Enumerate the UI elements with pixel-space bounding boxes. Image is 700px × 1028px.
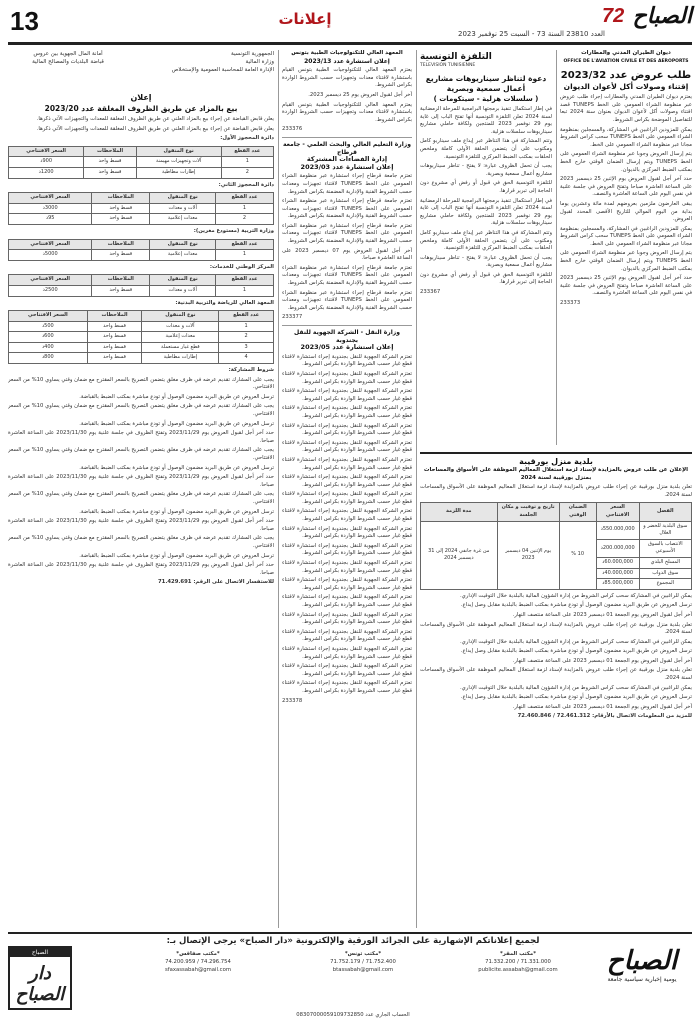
footer-title: لجميع إعلاناتكم الإشهارية على الجرائد الورقية والإلكترونية «دار الصباح» يرجى الإتصال بـ: <box>166 936 540 946</box>
section-title: إعلانات <box>278 10 332 28</box>
ad-paragraph: تعتزم الشركة الجهوية للنقل بجندوبة إجراء استشارة لاقتناء قطع غيار حسب الشروط الواردة بكراس الشروط. <box>282 508 412 523</box>
table-header-row <box>9 193 274 204</box>
ministry-block <box>154 50 274 74</box>
table-cell: قطع غيار مستعملة <box>142 342 219 353</box>
table-cell: قسط واحد <box>92 285 150 296</box>
agency-name: المعهد العالي للتكنولوجيات الطبية بتونس <box>291 50 403 56</box>
ad-title: إعلان استشارة عدد 2023/13 <box>304 57 390 65</box>
ad-title: إعلان استشارة عدد 2023/03 <box>300 162 394 171</box>
table-row <box>9 203 274 214</box>
tv-logo <box>420 52 552 74</box>
ad-paragraph: آخر أجل لقبول العروض يوم الجمعة 01 ديسمبر 2023 على الساعة منتصف النهار. <box>512 657 692 664</box>
table-cell: معدات إعلامية <box>150 250 216 261</box>
table-cell: معدات إعلامية <box>142 332 219 343</box>
ad-paragraph: آخر أجل لقبول العروض يوم الجمعة 01 ديسمبر 2023 على الساعة منتصف النهار. <box>512 611 692 618</box>
ad-paragraph: تعتزم الشركة الجهوية للنقل بجندوبة إجراء استشارة لاقتناء قطع غيار حسب الشروط الواردة بكراس الشروط. <box>282 542 412 557</box>
table-cell: قسط واحد <box>92 250 150 261</box>
table-cell: 500د <box>9 321 88 332</box>
ad-paragraph: آخر أجل لقبول العروض يوم 07 ديسمبر 2023 على الساعة العاشرة صباحا. <box>282 247 412 262</box>
ad-paragraph: في إطار استكمال تنفيذ برمجتها البرامجية للمرحلة الرمضانية لسنة 2024 تعلن التلفزة التونسية أنها تفتح الباب إلى غاية يوم 29 نوفمبر 2023 للمنتجين ولكافة حاملي مشاريع سيناريوهات سلسلات هزلية. <box>420 197 552 227</box>
table-cell: قسط واحد <box>87 353 142 364</box>
table-header-cell: السعر الافتتاحي <box>596 503 639 521</box>
ad-paragraph: وتتم المشاركة في هذا التناظر عبر إيداع ملف سيناريو كامل ومكتوب على أن يتضمن الحلقة الأولى كاملة وملخص الحلقات بمكتب الضبط المركزي للتلفزة التونسية. <box>420 138 552 160</box>
table-header-cell: السعر الافتتاحي <box>9 311 88 322</box>
table-header-cell: نوع المنقول <box>136 146 221 157</box>
ad-subtitle: الإعلان عن طلب عروض بالمزايدة لإسناد لزمة استغلال المعاليم الموظفة على الأسواق والمساحات بمنزل بورقيبة لسنة 2024 <box>423 467 689 481</box>
ad-paragraph: ترسل العروض عن طريق البريد مضمون الوصول أو تودع مباشرة بمكتب الضبط بالقباضة. <box>79 508 274 515</box>
tv-brand: التلفزة التونسية <box>420 52 492 62</box>
ad-title: دعوة لتناظر سيناريوهات مشاريع <box>425 74 547 83</box>
table-header-cell: نوع المنقول <box>150 239 216 250</box>
ad-contact: للاستفسار الاتصال على الرقم: 71.429.691 <box>157 579 274 586</box>
ad-paragraph: تعتزم الشركة الجهوية للنقل بجندوبة إجراء استشارة لاقتناء قطع غيار حسب الشروط الواردة بكراس الشروط. <box>282 439 412 454</box>
table-row <box>9 342 274 353</box>
table-cell: إطارات مطاطية <box>136 167 221 178</box>
ad-paragraph: ترسل العروض عن طريق البريد مضمون الوصول أو تودع مباشرة بمكتب الضبط بالقباضة. <box>79 420 274 427</box>
ad-paragraph: يبقى العارضون ملزمين بعروضهم لمدة مائة وعشرين يوما بداية من اليوم الموالي للتاريخ الأقصى المحدد لقبول العروض. <box>560 200 692 223</box>
ad-paragraph: تعلن بلدية منزل بورقيبة عن إجراء طلب عروض بالمزايدة لإسناد لزمة استغلال المعاليم الموظفة على الأسواق والمساحات لسنة 2024. <box>420 484 692 498</box>
ad-paragraph: تعلن بلدية منزل بورقيبة عن إجراء طلب عروض بالمزايدة لإسناد لزمة استغلال المعاليم الموظفة على الأسواق والمساحات لسنة 2024. <box>420 667 692 682</box>
table-header-cell: الملاحظات <box>92 193 150 204</box>
concession-table <box>420 502 692 589</box>
ad-section-title: المعهد العالي للرياضة والتربية البدنية: <box>175 299 274 306</box>
table-cell: آلات و معدات <box>142 321 219 332</box>
table-cell: 85.000,000د <box>596 579 639 590</box>
table-row <box>9 167 274 178</box>
ad-paragraph: حدد آخر أجل لقبول العروض يوم 2023/11/29 وتفتح الظروف في جلسة علنية يوم 2023/11/30 على الساعة العاشرة صباحا. <box>8 562 274 576</box>
office-phone: 74.296.754 / 74.200.959 <box>165 959 231 965</box>
ad-subtitle-2: ( سلسلات هزلية - سيتكومات ) <box>433 95 539 103</box>
table-cell: قسط واحد <box>87 321 142 332</box>
ad-title: إعلان استشارة عدد 2023/05 <box>300 343 394 352</box>
footer-rule <box>8 932 692 934</box>
table-header-cell: الملاحظات <box>87 311 142 322</box>
masthead-logo <box>602 3 692 37</box>
table-cell: 60.000,000د <box>596 557 639 568</box>
ad-paragraph: وتتم المشاركة في هذا التناظر عبر إيداع ملف سيناريو كامل ومكتوب على أن يتضمن الحلقة الأولى كاملة وملخص الحلقات بمكتب الضبط المركزي للتلفزة التونسية. <box>420 229 552 252</box>
table-cell: قسط واحد <box>84 157 136 168</box>
ad-finance-auction <box>8 50 274 925</box>
ad-rule <box>282 325 412 326</box>
ad-section-title: شروط المشاركة: <box>228 367 274 374</box>
office-name: أمانة المال الجهوية بين عروس <box>33 51 103 57</box>
department-name: الإدارة العامة للمحاسبة العمومية والإستخلاص <box>171 67 274 73</box>
table-cell: 600د <box>9 332 88 343</box>
office-title: *مكتب المقر* <box>500 951 536 957</box>
ad-menzel-bourguiba <box>420 452 692 922</box>
ad-paragraph: تعتزم الشركة الجهوية للنقل بجندوبة إجراء استشارة لاقتناء قطع غيار حسب الشروط الواردة بكراس الشروط. <box>282 388 412 402</box>
table-header-cell: السعر الافتتاحي <box>9 146 84 157</box>
table-cell: 5000د <box>9 250 92 261</box>
logo-number: 72 <box>602 5 625 27</box>
ad-paragraph: ترسل العروض عن طريق البريد مضمون الوصول أو تودع مباشرة بمكتب الضبط بالقباضة. <box>79 393 274 400</box>
office-phone: 71.752.400 / 71.752.179 <box>330 959 396 965</box>
ad-paragraph: حدد آخر أجل لقبول العروض يوم الإثنين 25 ديسمبر 2023 على الساعة العاشرة صباحا وتفتح العروض في جلسة علنية في نفس اليوم على الساعة العاشرة والنصف. <box>560 275 692 297</box>
ad-paragraph: ترسل العروض عن طريق البريد مضمون الوصول أو تودع مباشرة بمكتب الضبط بالبلدية مقابل وصل إيداع. <box>460 602 692 609</box>
tv-brand-fr: TELEVISION TUNISIENNE <box>420 63 476 68</box>
table-cell: 95د <box>9 214 92 225</box>
table-cell: 550.000,000د <box>596 521 639 539</box>
ad-contact: للمزيد من المعلومات الاتصال بالأرقام: 72.461.312 / 72.460.846 <box>517 713 692 720</box>
ad-paragraph: تعتزم الشركة الجهوية للنقل بجندوبة إجراء استشارة لاقتناء قطع غيار حسب الشروط الواردة بكراس الشروط. <box>282 422 412 437</box>
ad-tv <box>420 50 552 445</box>
table-header-cell: السعر الافتتاحي <box>9 275 92 286</box>
ad-paragraph: تعتزم جامعة قرطاج إجراء استشارة عبر منظومة الشراء العمومي على الخط TUNEPS لاقتناء تجهيزات ومعدات حسب الشروط الفنية والإدارية المضمنة بكراس الشروط. <box>282 289 412 311</box>
table-header-cell: عدد القطع <box>219 311 274 322</box>
ad-paragraph: تعتزم الشركة الجهوية للنقل بجندوبة إجراء استشارة لاقتناء قطع غيار حسب الشروط الواردة بكراس الشروط. <box>282 353 412 368</box>
ad-paragraph: حدد آخر أجل لقبول العروض يوم 2023/11/29 وتفتح الظروف في جلسة علنية يوم 2023/11/30 على الساعة العاشرة صباحا. <box>8 430 274 444</box>
table-header-cell: نوع المنقول <box>150 275 216 286</box>
table-row <box>9 250 274 261</box>
auction-table-3 <box>8 239 274 261</box>
ad-paragraph: يعتزم المعهد العالي للتكنولوجيات الطبية بتونس القيام باستشارة لاقتناء معدات وتجهيزات حسب الشروط الواردة بكراس الشروط. <box>282 67 412 89</box>
ad-paragraph: يجب على المشارك تقديم عرضه في ظرف مغلق يتضمن التصريح بالسعر المقترح مع ضمان وقتي يساوي 10% من السعر الافتتاحي. <box>8 447 274 461</box>
table-cell: من غرة جانفي 2024 إلى 31 ديسمبر 2024 <box>421 521 498 589</box>
auction-table-1 <box>8 146 274 179</box>
ad-code: 233367 <box>420 289 441 296</box>
column-divider <box>278 50 279 928</box>
table-cell: المسلخ البلدي <box>639 557 691 568</box>
footer-badge <box>8 946 72 1010</box>
ad-code: 233376 <box>282 126 303 133</box>
ad-paragraph: حدد آخر أجل لقبول العروض يوم 2023/11/29 وتفتح الظروف في جلسة علنية يوم 2023/11/30 على الساعة العاشرة صباحا. <box>8 518 274 532</box>
office-phone: 71.331.000 / 71.332.200 <box>485 959 551 965</box>
office-title: *مكتب تونس* <box>344 951 382 957</box>
table-cell: 10 % <box>559 521 596 589</box>
office-hq <box>448 950 588 974</box>
footer-logo-sub: يومية إخبارية سياسية جامعة <box>607 976 677 983</box>
ad-paragraph: تعتزم الشركة الجهوية للنقل بجندوبة إجراء استشارة لاقتناء قطع غيار حسب الشروط الواردة بكراس الشروط. <box>282 456 412 471</box>
ad-civil-aviation <box>560 50 692 450</box>
ad-section-title: المركز الوطني للخدمات: <box>209 263 274 270</box>
table-cell: 1 <box>216 285 274 296</box>
table-header-cell: عدد القطع <box>221 146 273 157</box>
table-header-cell: عدد القطع <box>216 275 274 286</box>
ad-paragraph: آخر أجل لقبول العروض يوم الجمعة 01 ديسمبر 2023 على الساعة منتصف النهار. <box>512 703 692 710</box>
ad-paragraph: يمكن للمزودين الراغبين في المشاركة، والمسجلين بمنظومة الشراء العمومي على الخط TUNEPS سحب كراس الشروط مجانا عبر منظومة الشراء العمومي على الخط. <box>560 126 692 148</box>
ad-paragraph: تعتزم الشركة الجهوية للنقل بجندوبة إجراء استشارة لاقتناء قطع غيار حسب الشروط الواردة بكراس الشروط. <box>282 370 412 385</box>
table-header-cell: مدة اللزمة <box>421 503 498 521</box>
agency-name: ديوان الطيران المدني والمطارات <box>581 50 671 56</box>
footer-account: الحساب الجاري عدد 08307000059109732850 <box>296 1012 410 1018</box>
office-title: *مكتب صفاقس* <box>176 951 220 957</box>
ad-section-title: دائرة المحجوز الثاني: <box>218 181 274 188</box>
badge-logo: دار الصباح <box>15 963 65 1005</box>
ad-title: بلدية منزل بورقيبة <box>519 457 593 466</box>
ad-paragraph: تعتزم الشركة الجهوية للنقل بجندوبة إجراء استشارة لاقتناء قطع غيار حسب الشروط الواردة بكراس الشروط. <box>282 645 412 660</box>
header-rule <box>8 42 692 45</box>
table-cell: آلات و معدات <box>150 285 216 296</box>
ad-paragraph: يجب أن تحمل الظروف عبارة: لا يفتح - تناظر سيناريوهات مشاريع أعمال سمعية وبصرية. <box>420 163 552 177</box>
auction-table-4 <box>8 274 274 296</box>
table-header-cell: الملاحظات <box>92 239 150 250</box>
agency-name: وزارة النقل - الشركة الجهوية للنقل بجندوبة <box>294 329 400 344</box>
footer-logo <box>592 946 692 1006</box>
ad-section-title: وزارة التربية (مستودع مغرين): <box>193 227 274 234</box>
column-divider <box>556 50 557 445</box>
ad-paragraph: يجب على المشارك تقديم عرضه في ظرف مغلق يتضمن التصريح بالسعر المقترح مع ضمان وقتي يساوي 10% من السعر الافتتاحي. <box>8 403 274 418</box>
ad-paragraph: حدد آخر أجل لقبول العروض يوم الإثنين 25 ديسمبر 2023 على الساعة العاشرة صباحا وتفتح العروض في جلسة علنية في نفس اليوم على الساعة العاشرة والنصف. <box>560 176 692 198</box>
office-email[interactable]: sfaxassabah@gmail.com <box>165 967 231 973</box>
ad-paragraph: تعتزم الشركة الجهوية للنقل بجندوبة إجراء استشارة لاقتناء قطع غيار حسب الشروط الواردة بكراس الشروط. <box>282 663 412 677</box>
page-header <box>0 0 700 44</box>
ad-title: طلب عروض عدد 2023/32 <box>560 70 692 82</box>
ad-paragraph: تعتزم جامعة قرطاج إجراء استشارة عبر منظومة الشراء العمومي على الخط TUNEPS لاقتناء تجهيزات ومعدات حسب الشروط الفنية والإدارية المضمنة بكراس الشروط. <box>282 222 412 245</box>
ad-header-block <box>8 50 274 92</box>
table-row <box>9 353 274 364</box>
table-row <box>9 157 274 168</box>
table-cell: 1 <box>216 250 274 261</box>
table-cell: آلات و معدات <box>150 203 216 214</box>
table-cell: 1200د <box>9 167 84 178</box>
table-header-cell: الفصل <box>639 503 691 521</box>
table-cell: الانتصاب بالسوق الأسبوعي <box>639 539 691 557</box>
ad-paragraph: تعتزم الشركة الجهوية للنقل بجندوبة إجراء استشارة لاقتناء قطع غيار حسب الشروط الواردة بكراس الشروط. <box>282 560 412 574</box>
ad-paragraph: تعلن بلدية منزل بورقيبة عن إجراء طلب عروض بالمزايدة لإسناد لزمة استغلال المعاليم الموظفة على الأسواق والمساحات لسنة 2024. <box>420 621 692 636</box>
republic-name: الجمهورية التونسية <box>231 51 274 57</box>
ad-paragraph: تعتزم الشركة الجهوية للنقل بجندوبة إجراء استشارة لاقتناء قطع غيار حسب الشروط الواردة بكراس الشروط. <box>282 405 412 419</box>
table-header-cell: عدد القطع <box>216 239 274 250</box>
table-cell: سوق البلدية للخضر و الغلال <box>639 521 691 539</box>
ad-paragraph: يجب على المشارك تقديم عرضه في ظرف مغلق يتضمن التصريح بالسعر المقترح مع ضمان وقتي يساوي 10% من السعر الافتتاحي. <box>8 535 274 549</box>
ad-title: إعلان <box>130 93 152 102</box>
ad-subtitle: إقتناء وصولات أكل لأعوان الديوان <box>563 82 689 92</box>
ad-paragraph: يعلن قابض القباضة عن إجراء بيع بالمزاد العلني عن طريق الظروف المغلقة للمعدات والتجهيزات الآتي ذكرها. <box>36 125 274 132</box>
ad-paragraph: يجب أن تحمل الظروف عبارة: لا يفتح - تناظر سيناريوهات مشاريع أعمال سمعية وبصرية. <box>420 254 552 269</box>
office-tunis <box>288 950 438 974</box>
ad-paragraph: يجب على المشارك تقديم عرضه في ظرف مغلق يتضمن التصريح بالسعر المقترح مع ضمان وقتي يساوي 10% من السعر الافتتاحي. <box>8 491 274 505</box>
ad-paragraph: تعتزم الشركة الجهوية للنقل بجندوبة إجراء استشارة لاقتناء قطع غيار حسب الشروط الواردة بكراس الشروط. <box>282 680 412 694</box>
table-cell: قسط واحد <box>87 332 142 343</box>
ad-rule <box>420 452 692 454</box>
ad-paragraph: ترسل العروض عن طريق البريد مضمون الوصول أو تودع مباشرة بمكتب الضبط بالقباضة. <box>79 552 274 559</box>
page-footer <box>8 932 692 1024</box>
ad-paragraph: يعلن قابض القباضة عن إجراء بيع بالمزاد العلني عن طريق الظروف المغلقة للمعدات والتجهيزات الآتي ذكرها. <box>36 116 274 122</box>
table-header-cell: نوع المنقول <box>150 193 216 204</box>
ad-code: 233373 <box>560 300 581 307</box>
table-cell: 800د <box>9 353 88 364</box>
office-sfax <box>118 950 278 974</box>
table-row <box>9 214 274 225</box>
auction-table-5 <box>8 310 274 364</box>
office-sub: قباضة البلديات والمصالح المالية <box>32 59 104 65</box>
ad-paragraph: تعتزم الشركة الجهوية للنقل بجندوبة إجراء استشارة لاقتناء قطع غيار حسب الشروط الواردة بكراس الشروط. <box>282 628 412 643</box>
table-cell: 2 <box>216 214 274 225</box>
ad-paragraph: ترسل العروض عن طريق البريد مضمون الوصول أو تودع مباشرة بمكتب الضبط بالبلدية مقابل وصل إيداع. <box>460 648 692 655</box>
ad-paragraph: ترسل العروض عن طريق البريد مضمون الوصول أو تودع مباشرة بمكتب الضبط بالقباضة. <box>79 464 274 471</box>
table-header-cell: عدد القطع <box>216 193 274 204</box>
logo-text: الصباح <box>632 3 692 29</box>
table-header-row <box>421 503 692 521</box>
table-row <box>9 332 274 343</box>
table-header-row <box>9 239 274 250</box>
table-header-row <box>9 275 274 286</box>
table-cell: 2 <box>219 332 274 343</box>
table-row <box>9 285 274 296</box>
table-cell: 900د <box>9 157 84 168</box>
table-cell: 2500د <box>9 285 92 296</box>
auction-table-2 <box>8 192 274 225</box>
office-email[interactable]: publicite.assabah@gmail.com <box>478 967 558 973</box>
agency-name: وزارة التعليم العالي والبحث العلمي - جامعة قرطاج <box>282 140 411 156</box>
ad-paragraph: آخر أجل لقبول العروض يوم 25 ديسمبر 2023. <box>308 91 412 98</box>
ministry-name: وزارة المالية <box>245 59 274 65</box>
ad-paragraph: حدد آخر أجل لقبول العروض يوم 2023/11/29 وتفتح الظروف في جلسة علنية يوم 2023/11/30 على الساعة العاشرة صباحا. <box>8 474 274 488</box>
ad-paragraph: تعتزم الشركة الجهوية للنقل بجندوبة إجراء استشارة لاقتناء قطع غيار حسب الشروط الواردة بكراس الشروط. <box>282 594 412 608</box>
table-header-cell: السعر الافتتاحي <box>9 239 92 250</box>
ad-paragraph: ترسل العروض عن طريق البريد مضمون الوصول أو تودع مباشرة بمكتب الضبط بالبلدية مقابل وصل إيداع. <box>460 694 692 701</box>
ad-paragraph: في إطار استكمال تنفيذ برمجتها البرامجية للمرحلة الرمضانية لسنة 2024 تعلن التلفزة التونسية أنها تفتح الباب إلى غاية يوم 29 نوفمبر 2023 للمنتجين ولكافة حاملي مشاريع سيناريوهات سلسلات هزلية. <box>420 106 552 135</box>
table-header-cell: الضمان الوقتي <box>559 503 596 521</box>
office-email[interactable]: btassabah@gmail.com <box>332 967 394 973</box>
footer-logo-text: الصباح <box>606 946 678 976</box>
table-cell: 1 <box>221 157 273 168</box>
table-cell: 2 <box>221 167 273 178</box>
table-cell: إطارات مطاطية <box>142 353 219 364</box>
table-cell: قسط واحد <box>84 167 136 178</box>
table-cell: يوم الإثنين 04 ديسمبر 2023 <box>497 521 559 589</box>
ad-paragraph: للتلفزة التونسية الحق في قبول أو رفض أي مشروع دون الحاجة إلى تبرير قرارها. <box>420 180 552 194</box>
ad-paragraph: يتم إرسال العروض وجوبا عبر منظومة الشراء العمومي على الخط TUNEPS ويتم إرسال الضمان الوقتي خارج الخط بمكتب الضبط المركزي بالديوان. <box>560 151 692 173</box>
table-header-row <box>9 311 274 322</box>
agency-name-fr: OFFICE DE L'AVIATION CIVILE ET DES AEROPORTS <box>563 58 689 64</box>
table-header-cell: الملاحظات <box>92 275 150 286</box>
table-cell: 400د <box>9 342 88 353</box>
table-cell: 3000د <box>9 203 92 214</box>
ad-paragraph: تعتزم الشركة الجهوية للنقل بجندوبة إجراء استشارة لاقتناء قطع غيار حسب الشروط الواردة بكراس الشروط. <box>282 577 412 591</box>
ad-paragraph: تعتزم جامعة قرطاج إجراء استشارة عبر منظومة الشراء العمومي على الخط TUNEPS لاقتناء تجهيزات ومعدات حسب الشروط الفنية والإدارية المضمنة بكراس الشروط. <box>282 198 412 220</box>
table-cell: 40.000,000د <box>596 568 639 579</box>
ad-column-3 <box>282 50 412 925</box>
table-cell: 1 <box>219 321 274 332</box>
table-header-cell: السعر الافتتاحي <box>9 193 92 204</box>
ad-paragraph: يمكن للراغبين في المشاركة سحب كراس الشروط من إدارة الشؤون المالية بالبلدية خلال التوقيت الإداري. <box>459 638 692 645</box>
table-cell: 3 <box>219 342 274 353</box>
table-header-cell: تاريخ و توقيت و مكان الجلسة <box>497 503 559 521</box>
ad-paragraph: يعتزم المعهد العالي للتكنولوجيات الطبية بتونس القيام باستشارة لاقتناء معدات وتجهيزات حسب الشروط الواردة بكراس الشروط. <box>282 101 412 123</box>
table-cell: 1 <box>216 203 274 214</box>
ad-code: 233377 <box>282 314 303 321</box>
table-cell: 200.000,000د <box>596 539 639 557</box>
table-header-cell: نوع المنقول <box>142 311 219 322</box>
table-row <box>9 321 274 332</box>
ad-paragraph: يمكن للمزودين الراغبين في المشاركة، والمسجلين بمنظومة الشراء العمومي على الخط TUNEPS سحب كراس الشروط مجانا عبر منظومة الشراء العمومي على الخط. <box>560 225 692 247</box>
ad-paragraph: يمكن للراغبين في المشاركة سحب كراس الشروط من إدارة الشؤون المالية بالبلدية خلال التوقيت الإداري. <box>459 592 692 599</box>
table-cell: قسط واحد <box>92 203 150 214</box>
ad-paragraph: تعتزم الشركة الجهوية للنقل بجندوبة إجراء استشارة لاقتناء قطع غيار حسب الشروط الواردة بكراس الشروط. <box>282 474 412 488</box>
ad-paragraph: تعتزم الشركة الجهوية للنقل بجندوبة إجراء استشارة لاقتناء قطع غيار حسب الشروط الواردة بكراس الشروط. <box>282 491 412 505</box>
office-block <box>8 50 128 66</box>
ad-code: 233378 <box>282 697 303 704</box>
table-cell: معدات إعلامية <box>150 214 216 225</box>
table-cell: سوق الدواب <box>639 568 691 579</box>
ad-rule <box>282 137 412 138</box>
column-divider <box>416 50 417 928</box>
table-header-row <box>9 146 274 157</box>
ad-paragraph: تعتزم جامعة قرطاج إجراء استشارة عبر منظومة الشراء العمومي على الخط TUNEPS لاقتناء تجهيزات ومعدات حسب الشروط الفنية والإدارية المضمنة بكراس الشروط. <box>282 173 412 195</box>
table-cell: 4 <box>219 353 274 364</box>
ad-paragraph: تعتزم الشركة الجهوية للنقل بجندوبة إجراء استشارة لاقتناء قطع غيار حسب الشروط الواردة بكراس الشروط. <box>282 611 412 626</box>
table-cell: المجموع <box>639 579 691 590</box>
ad-subtitle: أعمال سمعية وبصرية <box>446 84 526 93</box>
page-number: 13 <box>10 6 39 36</box>
table-cell: قسط واحد <box>87 342 142 353</box>
badge-bar: الصباح <box>10 948 70 957</box>
ad-subtitle: بيع بالمزاد عن طريق الظروف المغلقة عدد 2023/20 <box>44 104 238 113</box>
ad-paragraph: تعتزم جامعة قرطاج إجراء استشارة عبر منظومة الشراء العمومي على الخط TUNEPS لاقتناء تجهيزات ومعدات حسب الشروط الفنية والإدارية المضمنة بكراس الشروط. <box>282 264 412 287</box>
ad-title: إدارة الفضاءات المشتركة <box>306 155 388 164</box>
issue-line: العدد 23810 السنة 73 - السبت 25 نوفمبر 2023 <box>458 30 605 38</box>
ad-section-title: دائرة المحجوز الأول: <box>220 135 274 142</box>
ad-paragraph: يعتزم ديوان الطيران المدني والمطارات إجراء طلب عروض عبر منظومة الشراء العمومي على الخط TUNEPS قصد اقتناء وصولات أكل لأعوان الديوان بعنوان سنة 2024 تبعا للتفاصيل الموضحة بكراس الشروط. <box>560 94 692 123</box>
ad-paragraph: يتم إرسال العروض وجوبا عبر منظومة الشراء العمومي على الخط TUNEPS ويتم إرسال الضمان الوقتي خارج الخط بمكتب الضبط المركزي بالديوان. <box>560 250 692 272</box>
table-header-cell: الملاحظات <box>84 146 136 157</box>
ad-paragraph: تعتزم الشركة الجهوية للنقل بجندوبة إجراء استشارة لاقتناء قطع غيار حسب الشروط الواردة بكراس الشروط. <box>282 525 412 540</box>
table-cell: آلات وتجهيزات مهيمنة <box>136 157 221 168</box>
ad-paragraph: للتلفزة التونسية الحق في قبول أو رفض أي مشروع دون الحاجة إلى تبرير قرارها. <box>420 271 552 286</box>
ad-paragraph: يمكن للراغبين في المشاركة سحب كراس الشروط من إدارة الشؤون المالية بالبلدية خلال التوقيت الإداري. <box>459 684 692 691</box>
table-row <box>421 521 692 539</box>
ad-paragraph: يجب على المشارك تقديم عرضه في ظرف مغلق يتضمن التصريح بالسعر المقترح مع ضمان وقتي يساوي 10% من السعر الافتتاحي. <box>8 376 274 391</box>
table-cell: قسط واحد <box>92 214 150 225</box>
